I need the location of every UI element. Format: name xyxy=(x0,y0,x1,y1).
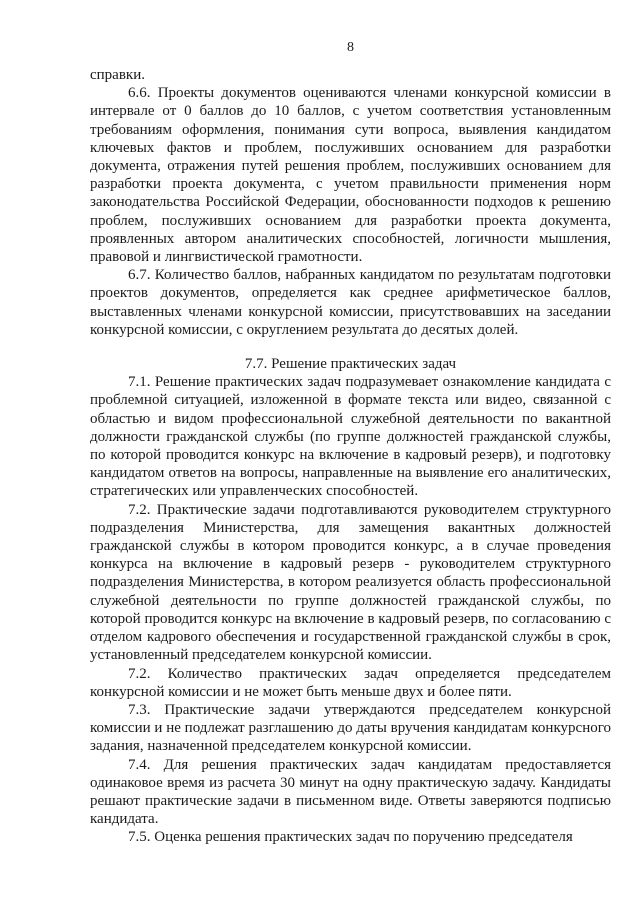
paragraph-7-1: 7.1. Решение практических задач подразумевает ознакомление кандидата с проблемной ситуацией, изложенной в формате текста или видео, связанной с областью и видом профессиональной служебной деятельности по вакантной должности гражданской службы (по группе должностей гражданской службы, по которой проводится конкурс на включение в кадровый резерв), и подготовку кандидатом ответов на вопросы, направленные на выявление его аналитических, стратегических или управленческих способностей. xyxy=(90,374,611,500)
document-body xyxy=(90,66,611,847)
paragraph-7-2: 7.2. Практические задачи подготавливаются руководителем структурного подразделения Министерства, для замещения вакантных должностей гражданской службы в котором проводится конкурс, а в случае проведения конкурса на включение в кадровый резерв - руководителем структурного подразделения Министерства, в котором реализуется область профессиональной служебной деятельности по группе должностей гражданской службы, по которой проводится конкурс на включение в кадровый резерв, по согласованию с отделом кадрового обеспечения и государственной гражданской службы в срок, установленный председателем конкурсной комиссии. xyxy=(90,501,611,664)
paragraph-7-5: 7.5. Оценка решения практических задач по поручению председателя xyxy=(128,829,573,846)
paragraph-7-4: 7.4. Для решения практических задач кандидатам предоставляется одинаковое время из расчета 30 минут на одну практическую задачу. Кандидаты решают практические задачи в письменном виде. Ответы заверяются подписью кандидата. xyxy=(90,756,611,828)
page-number: 8 xyxy=(347,40,354,55)
document-page xyxy=(90,0,611,905)
section-heading: 7.7. Решение практических задач xyxy=(244,356,457,373)
paragraph-7-2-count: 7.2. Количество практических задач определяется председателем конкурсной комиссии и не может быть меньше двух и более пяти. xyxy=(90,665,611,700)
paragraph-7-3: 7.3. Практические задачи утверждаются председателем конкурсной комиссии и не подлежат разглашению до даты вручения кандидатам конкурсного задания, назначенной председателем конкурсной комиссии. xyxy=(90,701,611,755)
paragraph-continuation: справки. xyxy=(90,67,145,83)
paragraph-6-7: 6.7. Количество баллов, набранных кандидатом по результатам подготовки проектов документов, определяется как среднее арифметическое баллов, выставленных членами конкурсной комиссии, присутствовавших на заседании конкурсной комиссии, с округлением результата до десятых долей. xyxy=(90,267,611,338)
paragraph-6-6: 6.6. Проекты документов оцениваются членами конкурсной комиссии в интервале от 0 баллов до 10 баллов, с учетом соответствия установленным требованиям оформления, понимания сути вопроса, выявления кандидатом ключевых фактов и проблем, послуживших основанием для разработки документа, отражения путей решения проблем, послуживших основанием для разработки проекта документа, с учетом правильности применения норм законодательства Российской Федерации, обоснованности подходов к решению проблем, послуживших основанием для разработки проекта документа, проявленных автором аналитических способностей, логичности мышления, правовой и лингвистической грамотности. xyxy=(90,85,611,266)
